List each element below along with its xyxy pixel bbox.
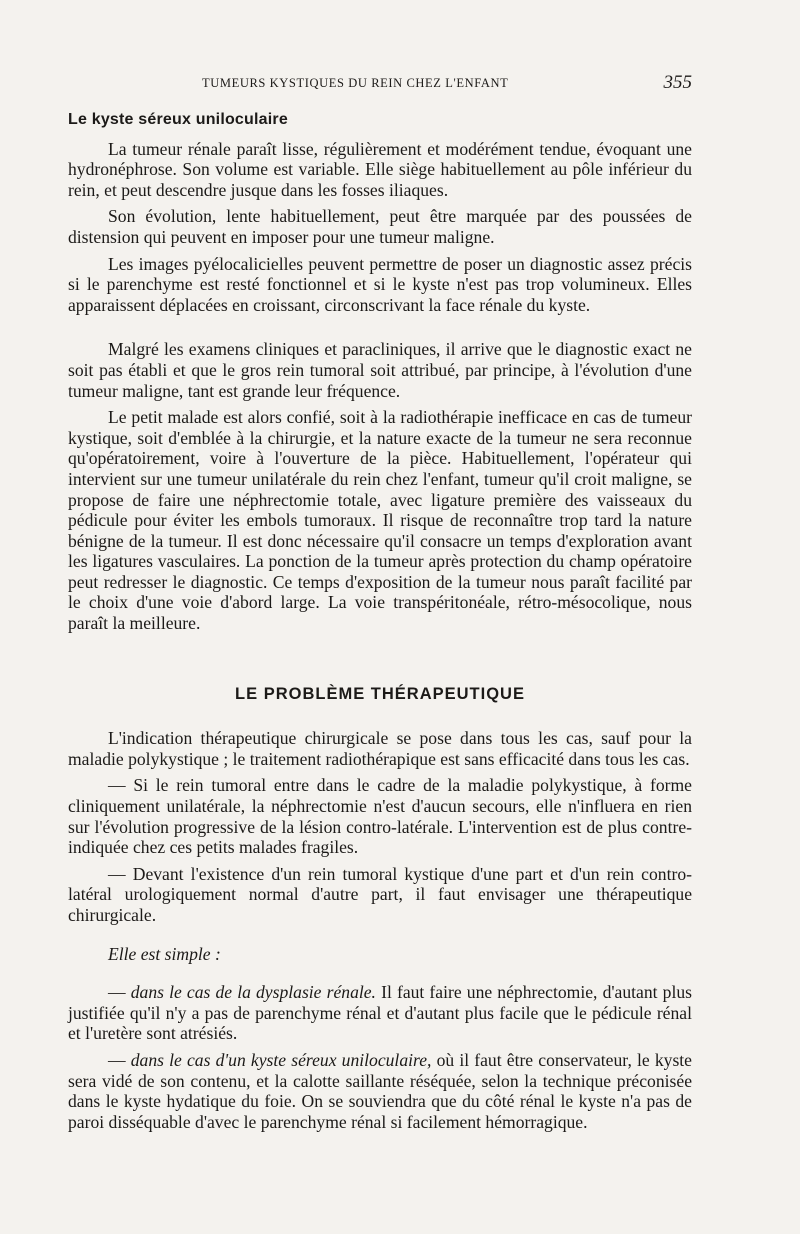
- paragraph: [68, 1050, 692, 1132]
- paragraph: Malgré les examens cliniques et paracliniques, il arrive que le diagnostic exact ne soit pas établi et que le gros rein tumoral soit attribué, par principe, à l'évolution d'une tumeur maligne, tant est grande leur fréquence.: [68, 339, 692, 401]
- paragraph: Le petit malade est alors confié, soit à la radiothérapie inefficace en cas de tumeur kystique, soit d'emblée à la chirurgie, et la nature exacte de la tumeur ne sera reconnue qu'opératoirement, voire à l'ouverture de la pièce. Habituellement, l'opérateur qui intervient sur une tumeur unilatérale du rein chez l'enfant, tumeur qu'il croit maligne, se propose de faire une néphrectomie totale, avec ligature première des vaisseaux du pédicule pour éviter les embols tumoraux. Il risque de reconnaître trop tard la nature bénigne de la tumeur. Il est donc nécessaire qu'il consacre un temps d'exploration avant les ligatures vasculaires. La ponction de la tumeur après protection du champ opératoire peut redresser le diagnostic. Ce temps d'exposition de la tumeur nous paraît facilité par le choix d'une voie d'abord large. La voie transpéritonéale, rétro-mésocolique, nous paraît la meilleure.: [68, 407, 692, 634]
- italic-intro: Elle est simple :: [108, 943, 221, 964]
- page-number: 355: [663, 72, 692, 93]
- dash: —: [108, 982, 131, 1003]
- dash: —: [108, 1049, 131, 1070]
- paragraph: Son évolution, lente habituellement, peut être marquée par des poussées de distension qui peuvent en imposer pour une tumeur maligne.: [68, 206, 692, 247]
- running-head: TUMEURS KYSTIQUES DU REIN CHEZ L'ENFANT: [202, 76, 509, 90]
- italic-phrase: dans le cas d'un kyste séreux uniloculaire,: [130, 1049, 432, 1070]
- paragraph-text: Il faut faire une néphrectomie, d'autant plus justifiée qu'il n'y a pas de parenchyme rénal et d'autant plus facile que le pédicule rénal et l'uretère sont atrésiés.: [68, 982, 692, 1044]
- italic-phrase: dans le cas de la dysplasie rénale.: [130, 982, 376, 1003]
- paragraph: La tumeur rénale paraît lisse, régulièrement et modérément tendue, évoquant une hydronéphrose. Son volume est variable. Elle siège habituellement au pôle inférieur du rein, et peut descendre jusque dans les fosses iliaques.: [68, 138, 692, 200]
- paragraph: — Si le rein tumoral entre dans le cadre de la maladie polykystique, à forme cliniquement unilatérale, la néphrectomie n'est d'aucun secours, elle n'influera en rien sur l'évolution progressive de la lésion contro-latérale. L'intervention est de plus contre-indiquée chez ces petits malades fragiles.: [68, 775, 692, 858]
- paragraph-text: où il faut être conservateur, le kyste sera vidé de son contenu, et la calotte saillante réséquée, selon la technique préconisée dans le kyste hydatique du foie. On se souviendra que du côté rénal le kyste n'a pas de paroi disséquable d'avec le parenchyme rénal si facilement hémorragique.: [68, 1049, 692, 1132]
- section-heading: LE PROBLÈME THÉRAPEUTIQUE: [235, 684, 525, 703]
- paragraph: — Devant l'existence d'un rein tumoral kystique d'une part et d'un rein contro-latéral urologiquement normal d'autre part, il faut envisager une thérapeutique chirurgicale.: [68, 863, 692, 925]
- page-body: [68, 110, 692, 1138]
- subsection-heading: Le kyste séreux uniloculaire: [68, 111, 288, 128]
- paragraph: [68, 982, 692, 1044]
- spacer: [68, 321, 692, 339]
- paragraph: Les images pyélocalicielles peuvent permettre de poser un diagnostic assez précis si le parenchyme est resté fonctionnel et si le kyste n'est pas trop volumineux. Elles apparaissent déplacées en croissant, circonscrivant la face rénale du kyste.: [68, 253, 692, 315]
- spacer: [68, 970, 692, 982]
- spacer: [68, 932, 692, 944]
- paragraph: L'indication thérapeutique chirurgicale se pose dans tous les cas, sauf pour la maladie polykystique ; le traitement radiothérapique est sans efficacité dans tous les cas.: [68, 728, 692, 769]
